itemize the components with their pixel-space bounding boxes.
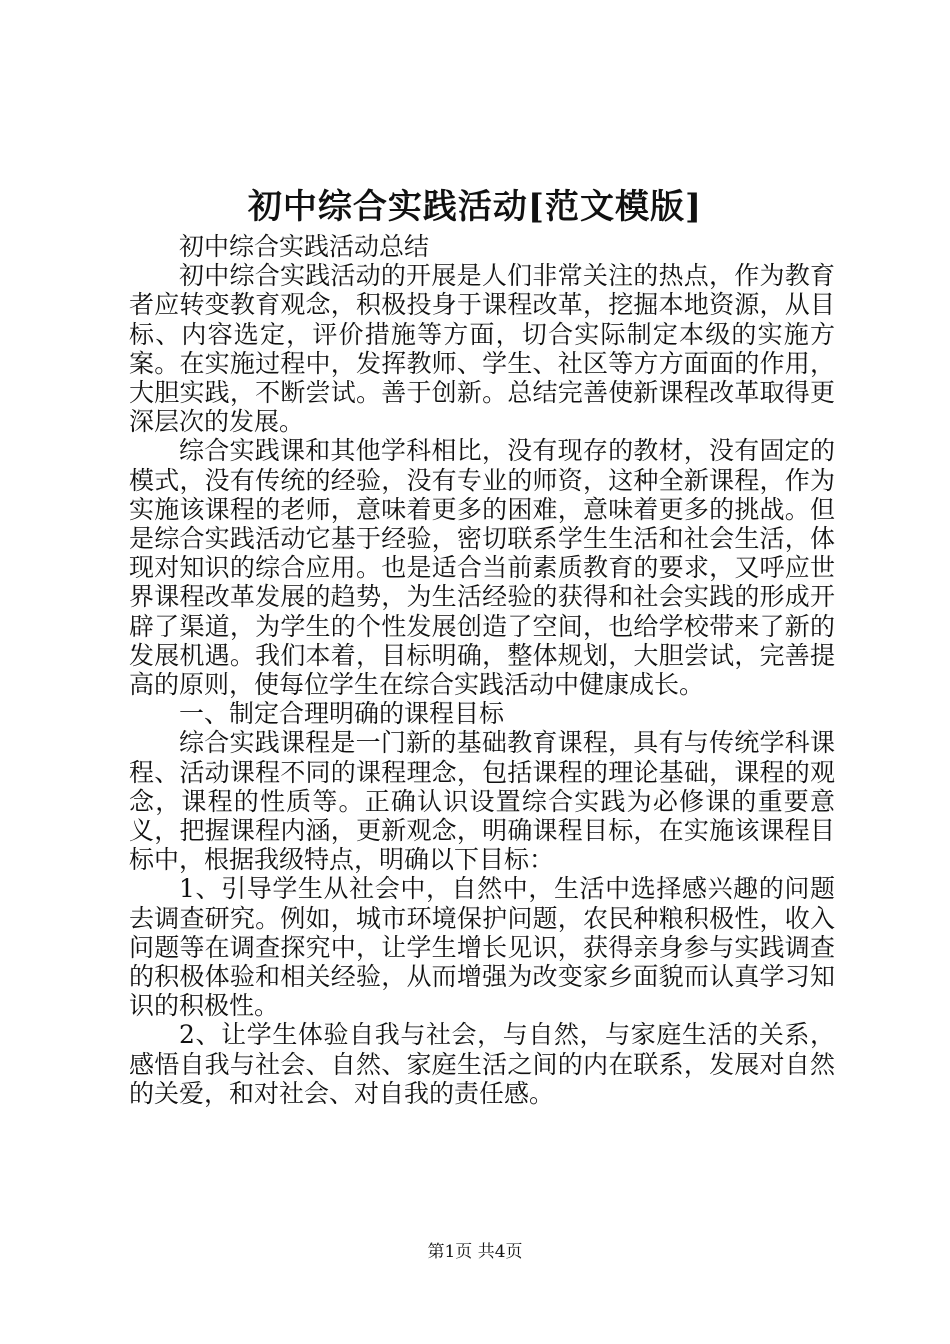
body-paragraph: 综合实践课和其他学科相比，没有现存的教材，没有固定的模式，没有传统的经验，没有专业的师资，这种全新课程，作为实施该课程的老师，意味着更多的困难，意味着更多的挑战。但是综合实践活动它基于经验，密切联系学生生活和社会生活，体现对知识的综合应用。也是适合当前素质教育的要求，又呼应世界课程改革发展的趋势，为生活经验的获得和社会实践的形成开辟了渠道，为学生的个性发展创造了空间，也给学校带来了新的发展机遇。我们本着，目标明确，整体规划，大胆尝试，完善提高的原则，使每位学生在综合实践活动中健康成长。 <box>129 436 835 700</box>
body-paragraph: 初中综合实践活动的开展是人们非常关注的热点，作为教育者应转变教育观念，积极投身于课程改革，挖掘本地资源，从目标、内容选定，评价措施等方面，切合实际制定本级的实施方案。在实施过程中，发挥教师、学生、社区等方方面面的作用，大胆实践，不断尝试。善于创新。总结完善使新课程改革取得更深层次的发展。 <box>129 261 835 437</box>
list-item: 2、让学生体验自我与社会，与自然，与家庭生活的关系，感悟自我与社会、自然、家庭生活之间的内在联系，发展对自然的关爱，和对社会、对自我的责任感。 <box>129 1020 835 1108</box>
document-title: 初中综合实践活动[范文模版] <box>247 187 703 227</box>
document-body <box>129 232 835 1108</box>
body-paragraph: 综合实践课程是一门新的基础教育课程，具有与传统学科课程、活动课程不同的课程理念，包括课程的理论基础，课程的观念，课程的性质等。正确认识设置综合实践为必修课的重要意义，把握课程内涵，更新观念，明确课程目标，在实施该课程目标中，根据我级特点，明确以下目标： <box>129 728 835 875</box>
body-paragraph: 初中综合实践活动总结 <box>179 232 430 261</box>
section-heading: 一、制定合理明确的课程目标 <box>179 699 505 729</box>
page-footer: 第1页 共4页 <box>427 1242 523 1262</box>
list-item: 1、引导学生从社会中，自然中，生活中选择感兴趣的问题去调查研究。例如，城市环境保护问题，农民种粮积极性，收入问题等在调查探究中，让学生增长见识，获得亲身参与实践调查的积极体验和相关经验，从而增强为改变家乡面貌而认真学习知识的积极性。 <box>129 874 835 1021</box>
